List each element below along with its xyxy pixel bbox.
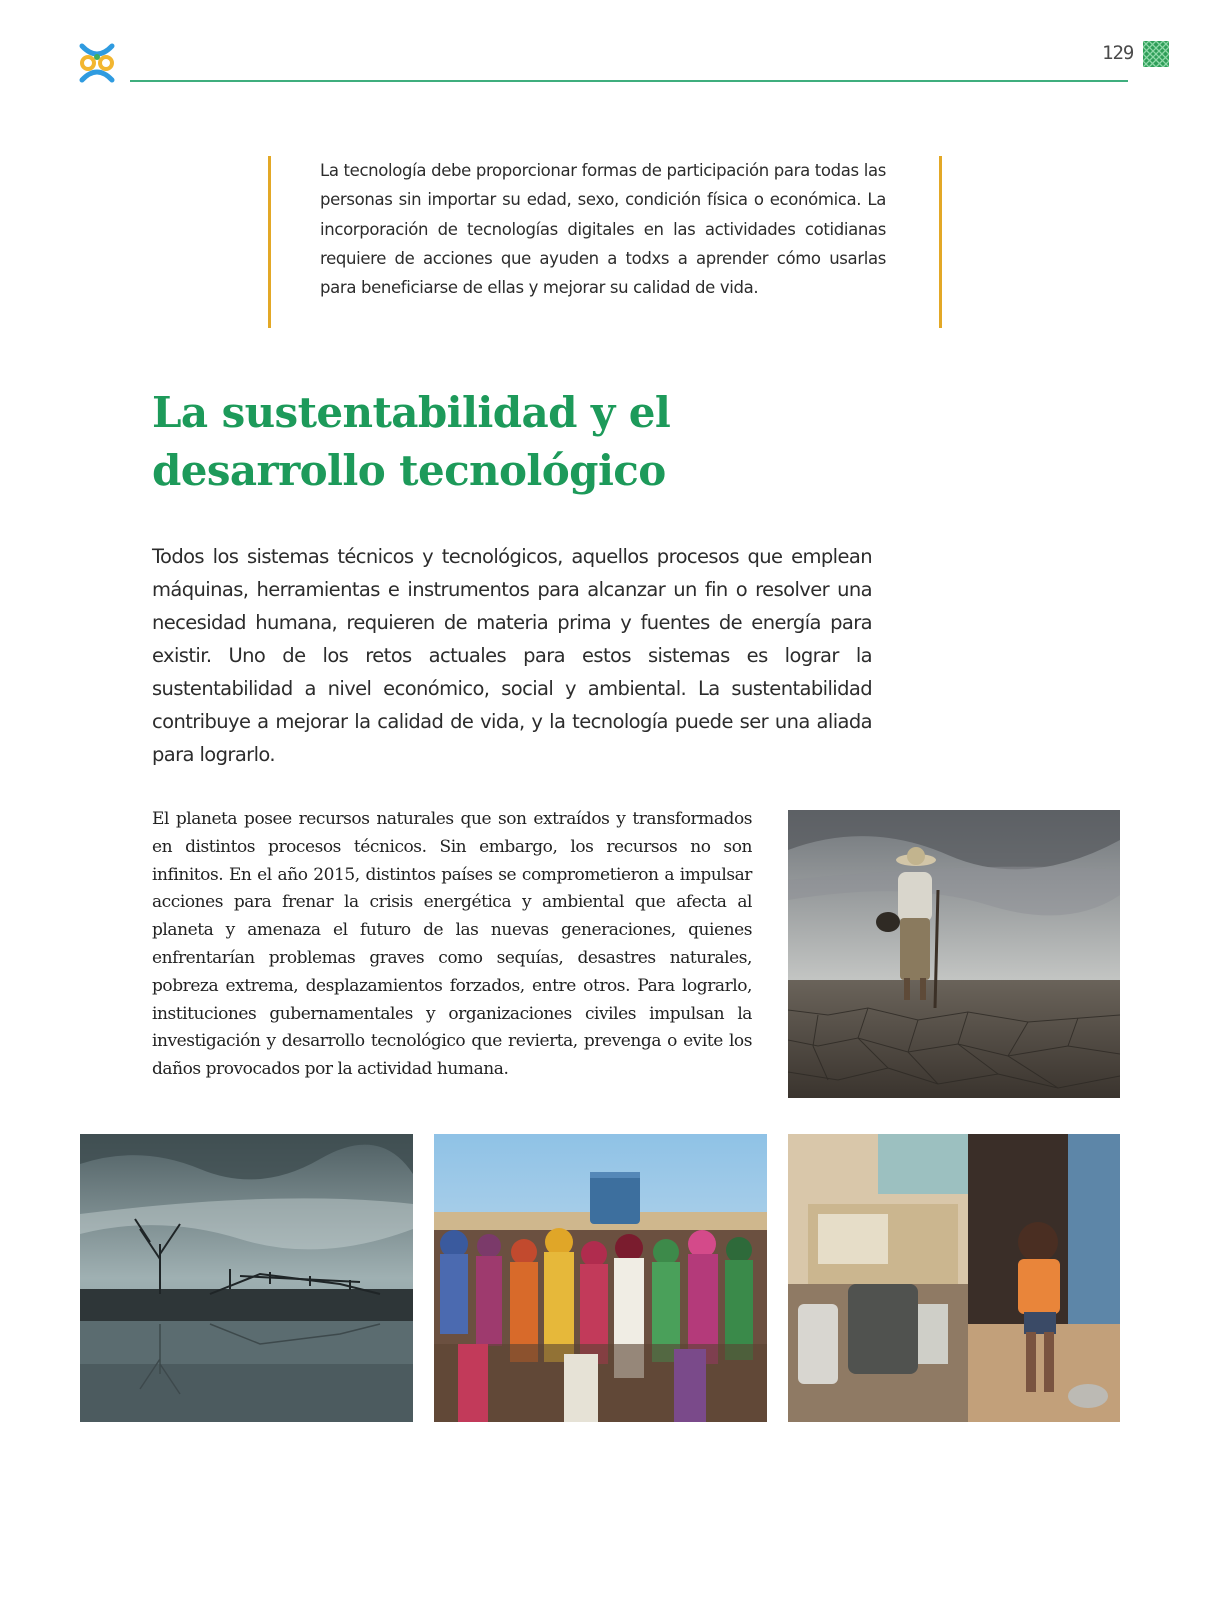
- body-paragraph: El planeta posee recursos naturales que son extraídos y transformados en distintos procesos técnicos. Sin embargo, los recursos no son infinitos. En el año 2015, distintos países se comprometieron a impulsar acciones para frenar la crisis energética y ambiental que afecta al planeta y amenaza el futuro de las nuevas generaciones, quienes enfrentarían problemas graves como sequías, desastres naturales, pobreza extrema, desplazamientos forzados, entre otros. Para lograrlo, instituciones gubernamentales y organizaciones civiles impulsan la investigación y desarrollo tecnológico que revierta, prevenga o evite los daños provocados por la actividad humana.: [152, 809, 752, 1080]
- drought-photo: [788, 810, 1120, 1098]
- page-number: 129: [1102, 42, 1134, 64]
- green-pattern-icon: [1143, 41, 1169, 67]
- intro-paragraph: Todos los sistemas técnicos y tecnológicos, aquellos procesos que emplean máquinas, herramientas e instrumentos para alcanzar un fin o resolver una necesidad humana, requieren de materia prima y fuentes de energía para existir. Uno de los retos actuales para estos sistemas es lograr la sustentabilidad a nivel económico, social y ambiental. La sustentabilidad contribuye a mejorar la calidad de vida, y la tecnología puede ser una aliada para lograrlo.: [152, 545, 872, 766]
- quote-bar-left: [268, 156, 271, 328]
- crowd-photo: [434, 1134, 767, 1422]
- section-title: [152, 384, 912, 500]
- child-photo: [788, 1134, 1120, 1422]
- flood-photo: [80, 1134, 413, 1422]
- people-circle-logo-icon: [74, 40, 120, 86]
- section-title-line2: desarrollo tecnológico: [152, 446, 666, 495]
- pull-quote: [268, 156, 942, 328]
- section-title-line1: La sustentabilidad y el: [152, 388, 671, 437]
- pull-quote-text: La tecnología debe proporcionar formas de participación para todas las personas sin importar su edad, sexo, condición física o económica. La incorporación de tecnologías digitales en las actividades cotidianas requiere de acciones que ayuden a todxs a aprender cómo usarlas para beneficiarse de ellas y mejorar su calidad de vida.: [320, 161, 886, 298]
- header-rule: [130, 80, 1128, 82]
- quote-bar-right: [939, 156, 942, 328]
